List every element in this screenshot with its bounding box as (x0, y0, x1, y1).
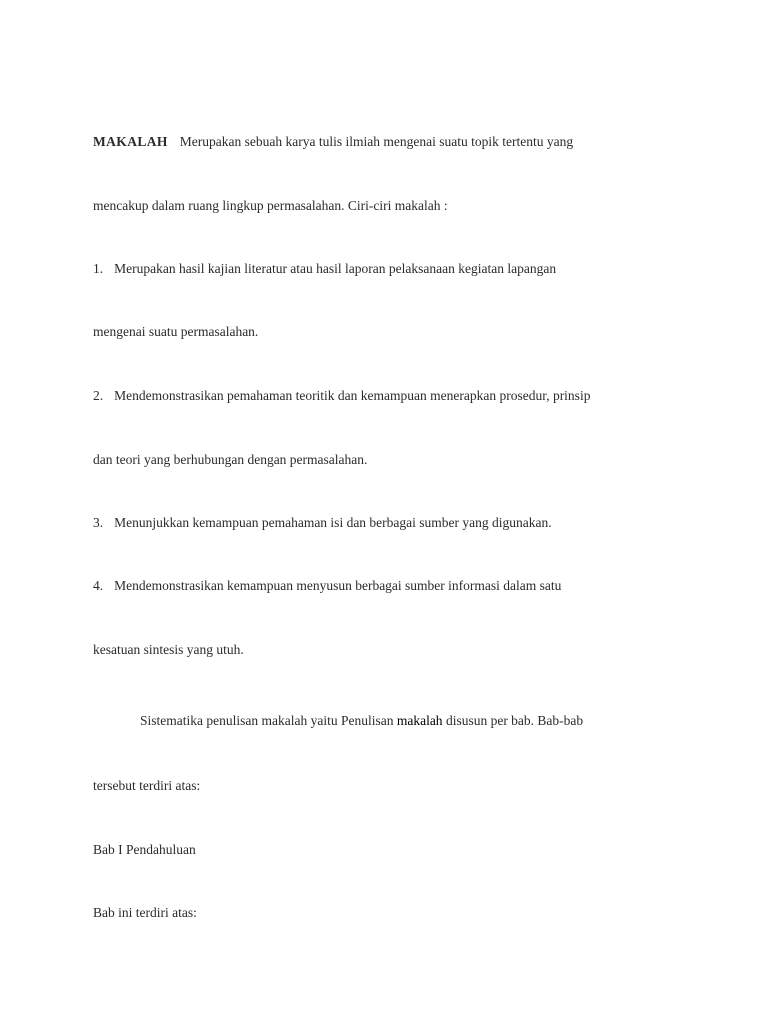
criteria-text-1: Merupakan hasil kajian literatur atau hasil laporan pelaksanaan kegiatan lapangan (114, 261, 557, 276)
criteria-item-2-line-2: dan teori yang berhubungan dengan permasalahan. (93, 452, 368, 467)
criteria-item-1-line-1 (93, 261, 556, 277)
intro-line-1 (93, 134, 573, 150)
criteria-number-4: 4. (93, 578, 104, 593)
term-makalah: MAKALAH (93, 134, 168, 149)
definition-text-1: Merupakan sebuah karya tulis ilmiah mengenai suatu topik tertentu yang (179, 134, 574, 149)
criteria-number-2: 2. (93, 388, 104, 403)
criteria-text-2: Mendemonstrasikan pemahaman teoritik dan kemampuan menerapkan prosedur, prinsip (114, 388, 591, 403)
criteria-item-2-line-1 (93, 388, 590, 404)
criteria-item-4-line-1 (93, 578, 561, 594)
criteria-number-3: 3. (93, 515, 104, 530)
criteria-number-1: 1. (93, 261, 104, 276)
criteria-item-1-line-2: mengenai suatu permasalahan. (93, 324, 259, 339)
criteria-item-3-line-1 (93, 515, 552, 531)
criteria-text-3: Menunjukkan kemampuan pemahaman isi dan berbagai sumber yang digunakan. (114, 515, 552, 530)
intro-line-2: mencakup dalam ruang lingkup permasalahan. Ciri-ciri makalah : (93, 198, 448, 213)
systematics-line-2: tersebut terdiri atas: (93, 778, 201, 793)
chapter-intro: Bab ini terdiri atas: (93, 905, 197, 920)
makalah-link[interactable]: makalah (396, 713, 443, 728)
chapter-heading: Bab I Pendahuluan (93, 842, 196, 857)
systematics-suffix: disusun per bab. Bab-bab (442, 713, 584, 728)
systematics-line-1 (140, 713, 583, 729)
criteria-item-4-line-2: kesatuan sintesis yang utuh. (93, 642, 244, 657)
systematics-prefix: Sistematika penulisan makalah yaitu Penulisan (140, 713, 397, 728)
criteria-text-4: Mendemonstrasikan kemampuan menyusun berbagai sumber informasi dalam satu (114, 578, 562, 593)
